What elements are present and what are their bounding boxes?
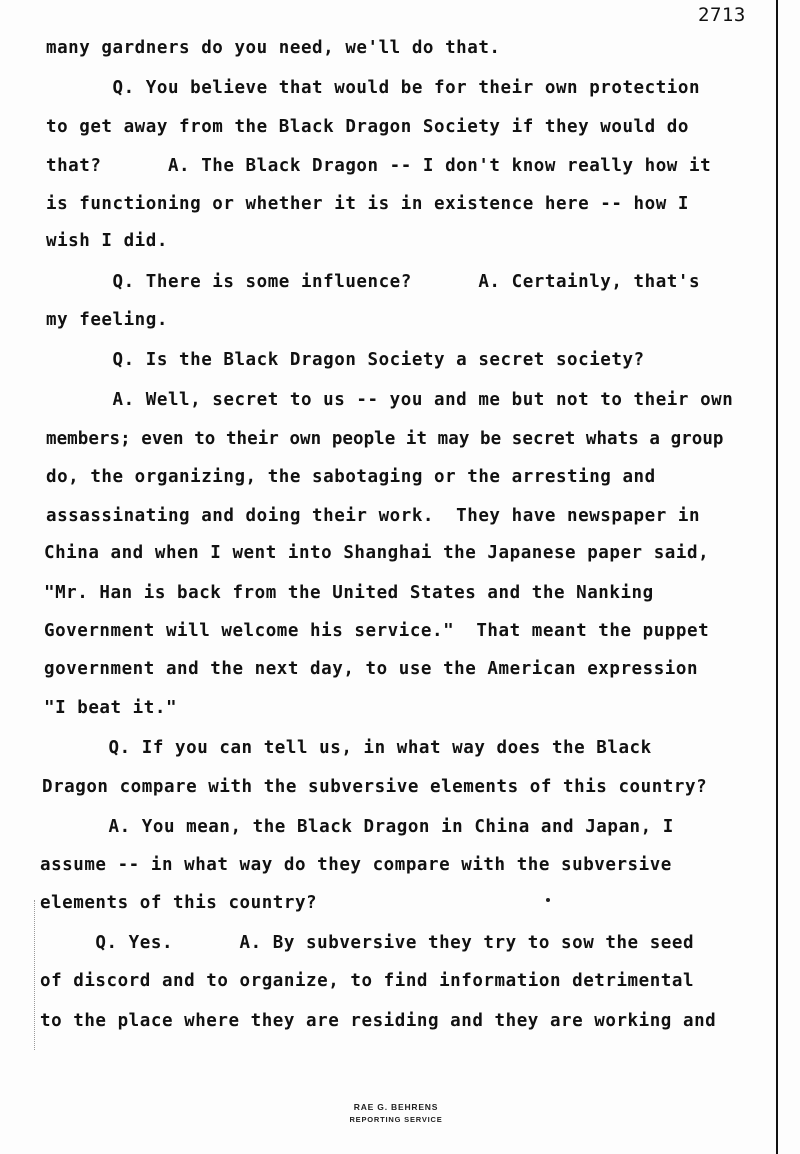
transcript-line: A. Well, secret to us -- you and me but not to their own [46,390,734,410]
transcript-line: "Mr. Han is back from the United States and the Nanking [44,583,654,603]
transcript-line: that? A. The Black Dragon -- I don't know really how it [46,156,712,176]
page-number: 2713 [698,4,746,26]
transcript-line: of discord and to organize, to find information detrimental [40,971,695,991]
footer-reporter-name: RAE G. BEHRENS [353,1102,439,1112]
transcript-line: to the place where they are residing and they are working and [40,1011,717,1031]
transcript-line: Q. Is the Black Dragon Society a secret society? [46,350,645,370]
transcript-line: elements of this country? [40,893,318,913]
transcript-line: members; even to their own people it may be secret whats a group [46,429,724,449]
ink-speck [546,898,550,902]
transcript-line: Government will welcome his service." That meant the puppet [44,621,710,641]
transcript-line: Q. If you can tell us, in what way does the Black [42,738,652,758]
transcript-line: is functioning or whether it is in existence here -- how I [46,194,689,214]
transcript-line: China and when I went into Shanghai the Japanese paper said, [44,543,710,563]
transcript-line: assassinating and doing their work. They have newspaper in [46,506,701,526]
transcript-line: Dragon compare with the subversive elements of this country? [42,777,708,797]
transcript-line: assume -- in what way do they compare with the subversive [40,855,672,875]
transcript-line: "I beat it." [44,698,178,718]
transcript-line: government and the next day, to use the American expression [44,659,699,679]
transcript-line: my feeling. [46,310,168,330]
transcript-line: Q. Yes. A. By subversive they try to sow the seed [40,933,695,953]
transcript-line: wish I did. [46,231,168,251]
transcript-line: do, the organizing, the sabotaging or the arresting and [46,467,656,487]
right-margin-rule [776,0,778,1154]
left-margin-marks [34,900,36,1050]
transcript-line: Q. There is some influence? A. Certainly, that's [46,272,701,292]
transcript-line: to get away from the Black Dragon Society if they would do [46,117,689,137]
transcript-line: Q. You believe that would be for their own protection [46,78,701,98]
footer-reporting-service: REPORTING SERVICE [349,1115,443,1124]
transcript-line: many gardners do you need, we'll do that. [46,38,501,58]
transcript-line: A. You mean, the Black Dragon in China and Japan, I [42,817,674,837]
